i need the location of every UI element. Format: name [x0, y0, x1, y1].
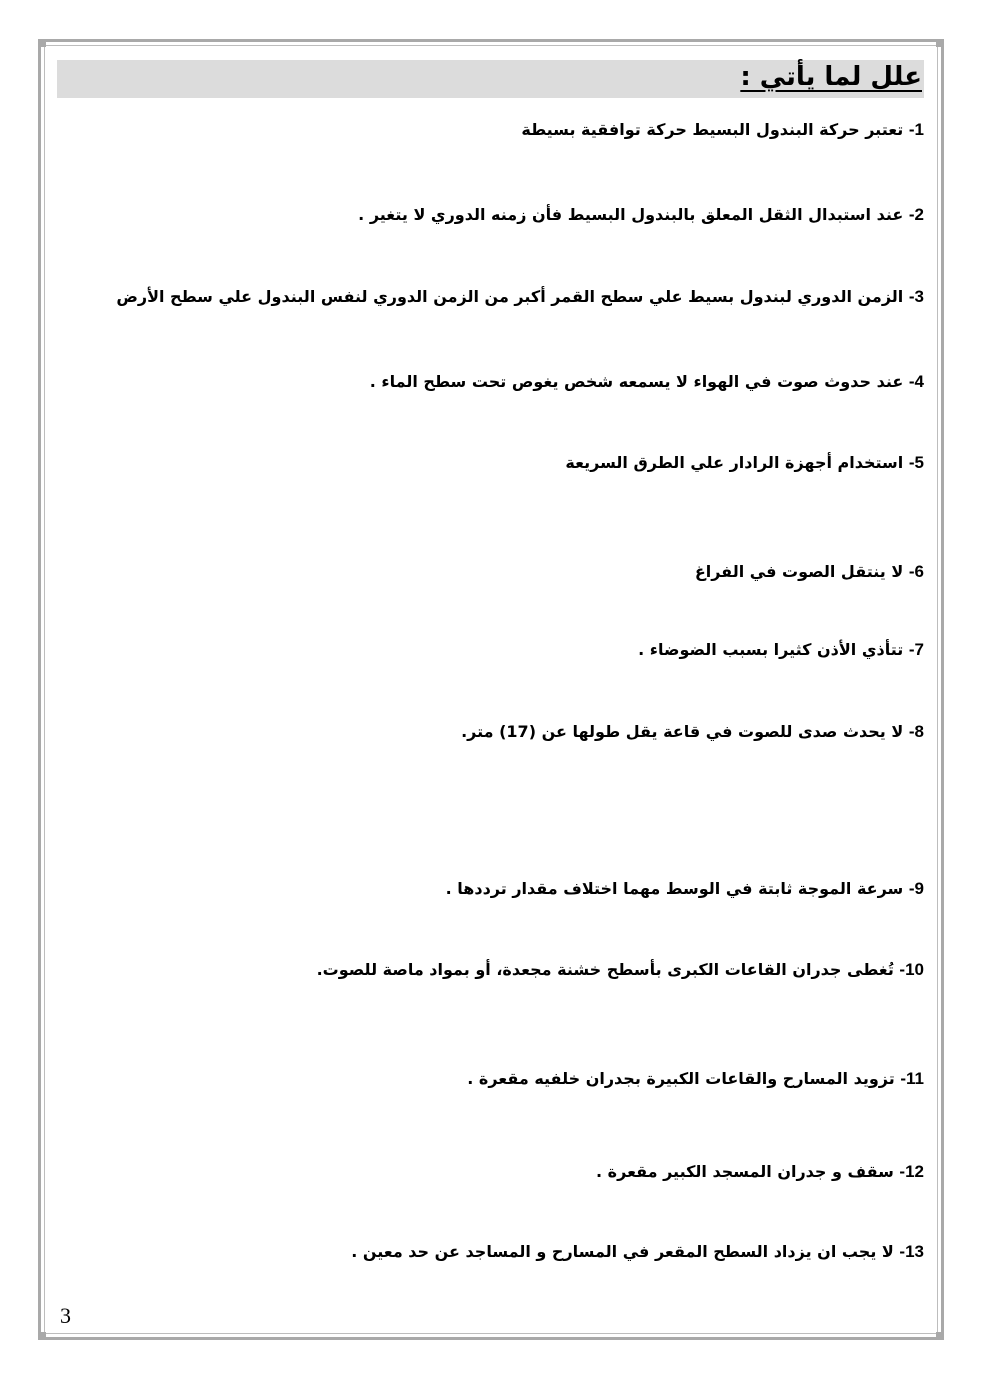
- page-title: علل لما يأتي :: [740, 62, 922, 92]
- list-item: [60, 287, 924, 307]
- item-text: لا يحدث صدى للصوت في قاعة يقل طولها عن (17) متر.: [461, 722, 904, 741]
- item-number: 13-: [899, 1242, 924, 1261]
- item-number: 11-: [900, 1069, 924, 1088]
- border-corner: [38, 1332, 46, 1340]
- list-item: [60, 453, 924, 473]
- page-number: 3: [60, 1303, 71, 1328]
- list-item: [60, 960, 924, 980]
- item-number: 2-: [908, 205, 924, 224]
- item-number: 3-: [908, 287, 924, 306]
- item-text: تتأذي الأذن كثيرا بسبب الضوضاء .: [638, 640, 904, 659]
- item-number: 9-: [908, 879, 924, 898]
- item-number: 7-: [908, 640, 924, 659]
- item-text: عند استبدال الثقل المعلق بالبندول البسيط فأن زمنه الدوري لا يتغير .: [358, 205, 904, 224]
- list-item: [60, 879, 924, 899]
- list-item: [60, 1162, 924, 1182]
- list-item: [60, 372, 924, 392]
- item-text: سرعة الموجة ثابتة في الوسط مهما اختلاف مقدار ترددها .: [445, 879, 904, 898]
- border-corner: [936, 39, 944, 47]
- item-number: 6-: [908, 562, 924, 581]
- item-text: لا يجب ان يزداد السطح المقعر في المسارح و المساجد عن حد معين .: [351, 1242, 894, 1261]
- item-number: 8-: [908, 722, 924, 741]
- list-item: [60, 722, 924, 742]
- item-number: 1-: [908, 120, 924, 139]
- item-number: 5-: [908, 453, 924, 472]
- list-item: [60, 562, 924, 582]
- list-item: [60, 1242, 924, 1262]
- item-number: 12-: [899, 1162, 924, 1181]
- list-item: [60, 120, 924, 140]
- item-text: عند حدوث صوت في الهواء لا يسمعه شخص يغوص تحت سطح الماء .: [369, 372, 904, 391]
- item-text: تعتبر حركة البندول البسيط حركة توافقية بسيطة: [521, 120, 904, 139]
- page-border-inner: [44, 45, 938, 1334]
- item-text: تُغطى جدران القاعات الكبرى بأسطح خشنة مجعدة، أو بمواد ماصة للصوت.: [316, 960, 894, 979]
- item-text: استخدام أجهزة الرادار علي الطرق السريعة: [565, 453, 904, 472]
- list-item: [60, 640, 924, 660]
- item-text: سقف و جدران المسجد الكبير مقعرة .: [596, 1162, 894, 1181]
- border-corner: [38, 39, 46, 47]
- item-text: تزويد المسارح والقاعات الكبيرة بجدران خلفيه مقعرة .: [467, 1069, 895, 1088]
- list-item: [60, 1069, 924, 1089]
- item-text: الزمن الدوري لبندول بسيط علي سطح القمر أكبر من الزمن الدوري لنفس البندول علي سطح الأرض: [116, 287, 904, 306]
- item-text: لا ينتقل الصوت في الفراغ: [694, 562, 904, 581]
- list-item: [60, 205, 924, 225]
- border-corner: [936, 1332, 944, 1340]
- item-number: 4-: [908, 372, 924, 391]
- item-number: 10-: [899, 960, 924, 979]
